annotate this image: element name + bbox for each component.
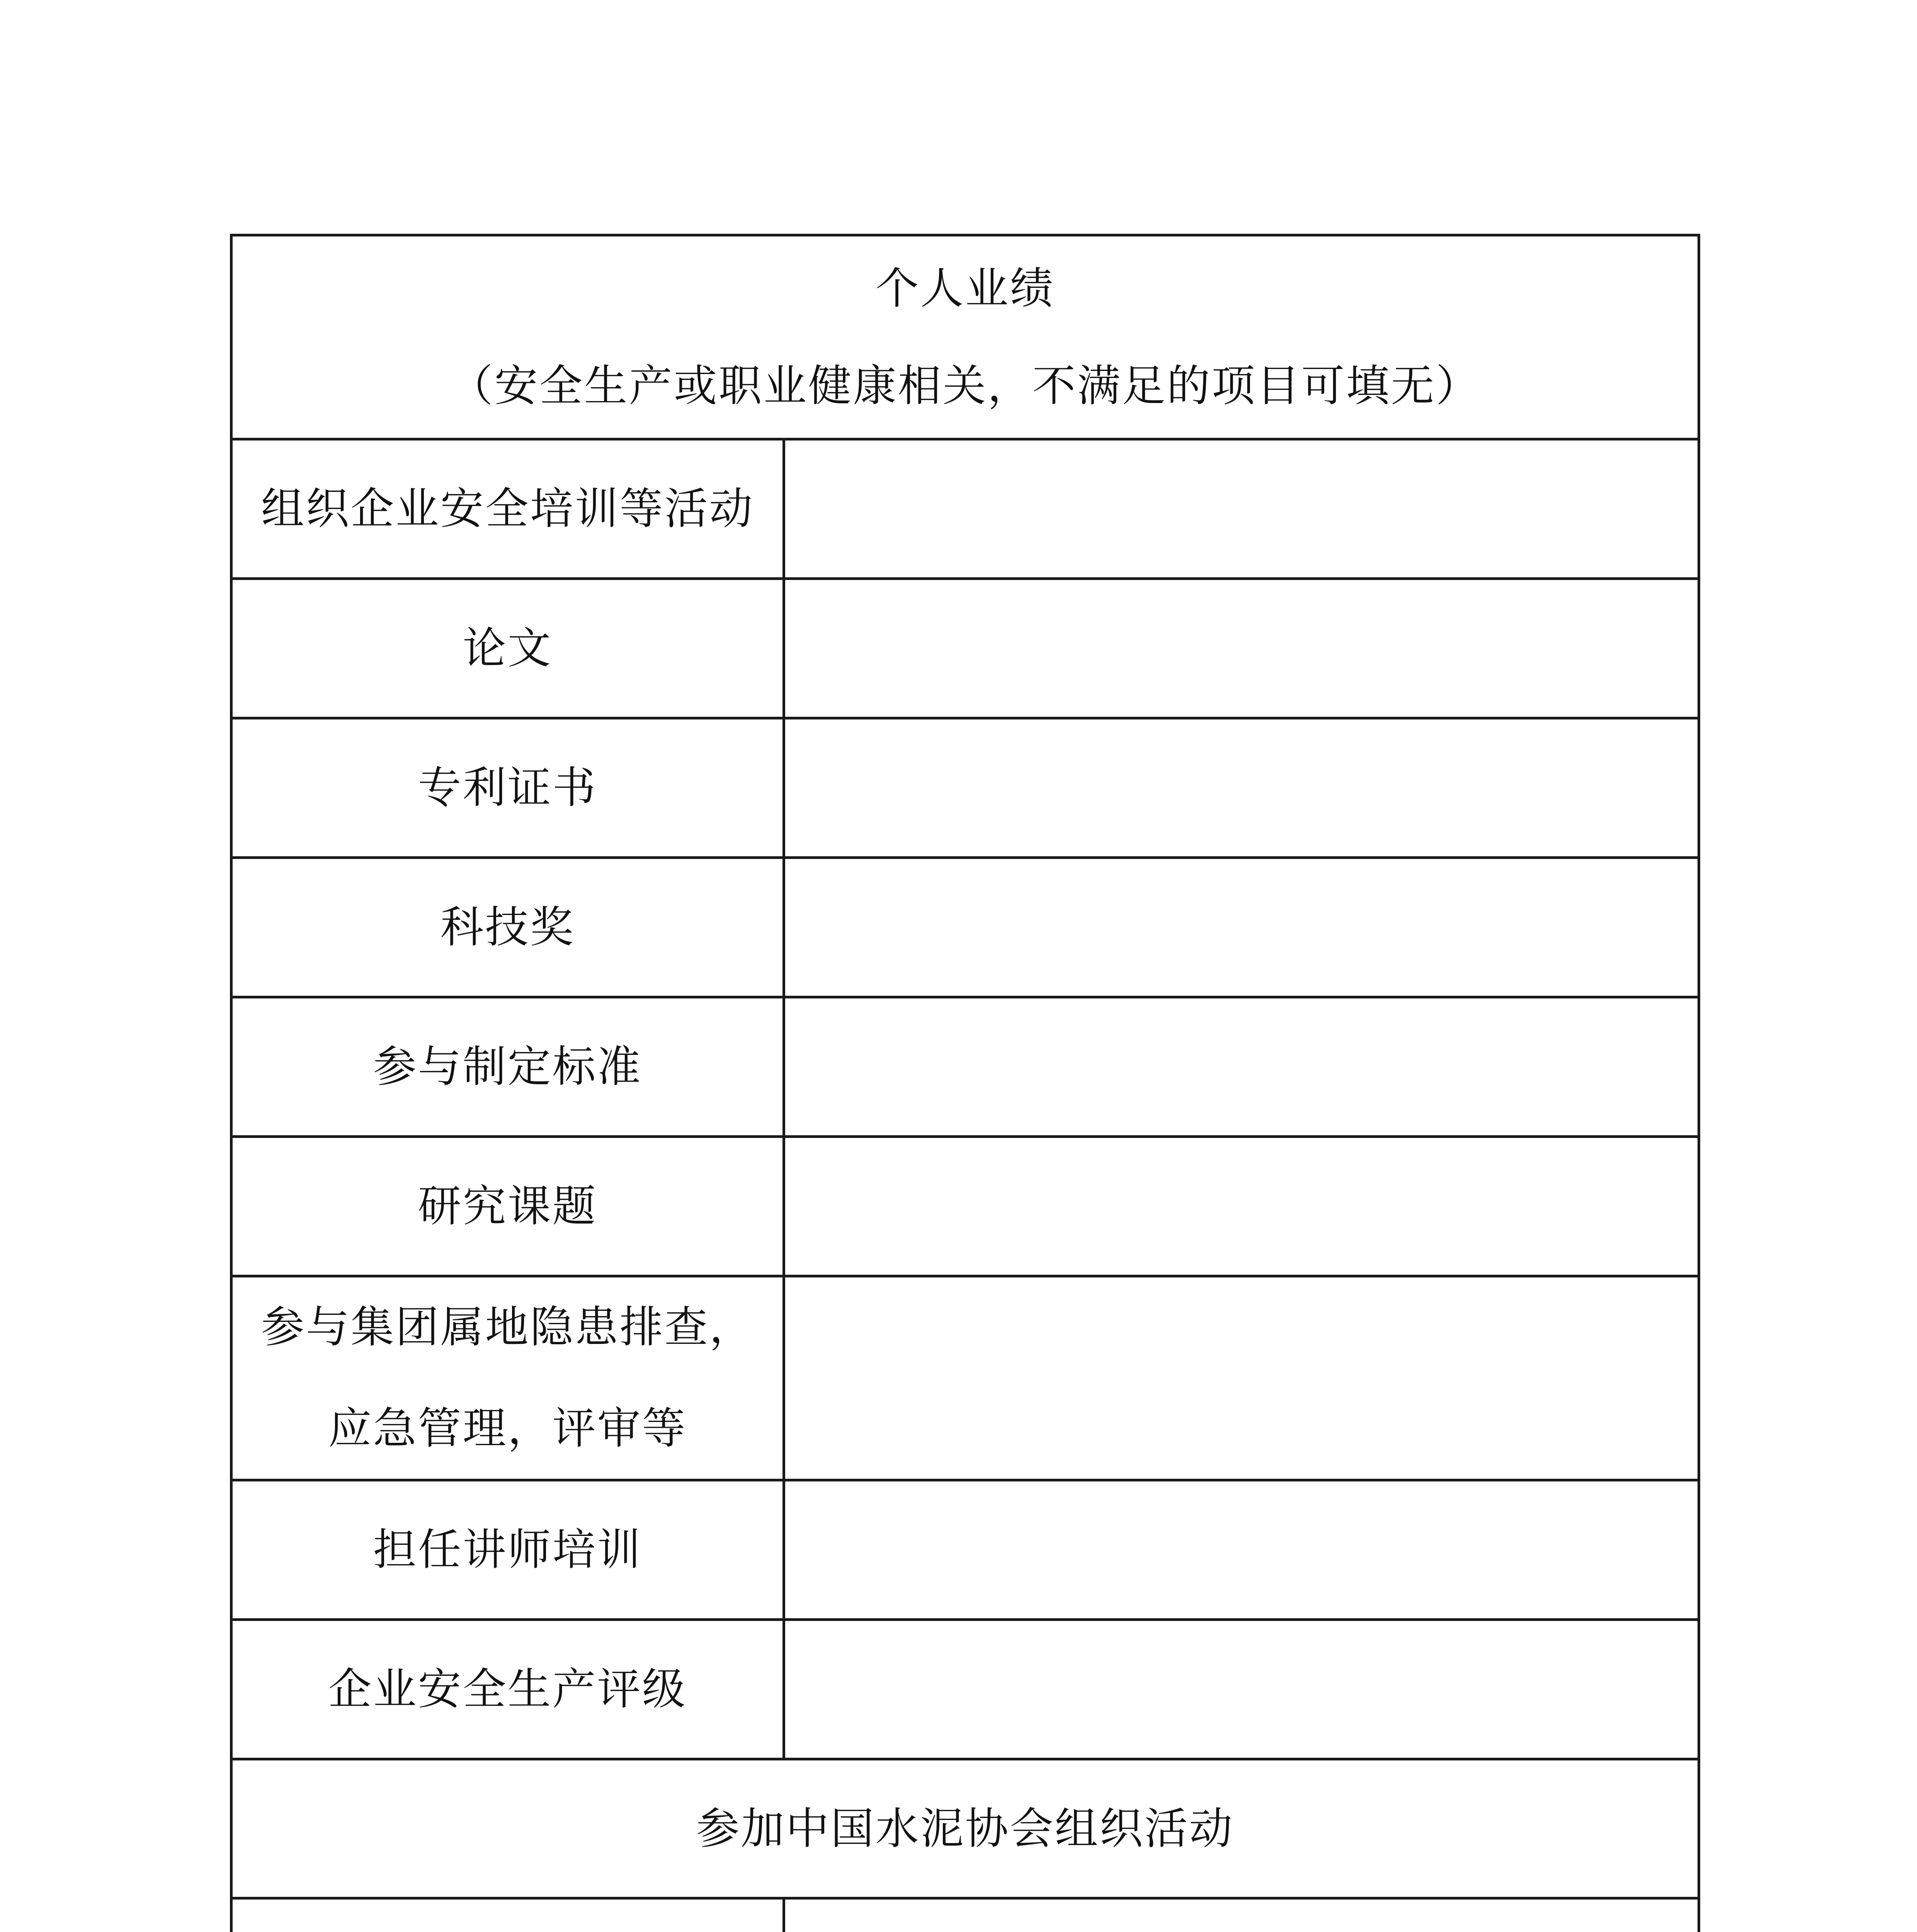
row-value-field[interactable] [784, 1480, 1699, 1619]
row-label: 研究课题 [231, 1136, 784, 1276]
table-row [231, 1480, 1699, 1619]
table-row [231, 718, 1699, 858]
row-value-field[interactable] [784, 718, 1699, 858]
row-label [231, 1276, 784, 1480]
row-label: 组织企业安全培训等活动 [231, 439, 784, 579]
section-header-cell [231, 235, 1699, 439]
row-value-field[interactable] [784, 997, 1699, 1136]
activities-title-row [231, 1759, 1699, 1898]
column-header-time [231, 1898, 784, 1932]
achievement-form-table [230, 234, 1700, 1932]
row-label: 科技奖 [231, 857, 784, 997]
table-row [231, 1619, 1699, 1759]
row-label: 专利证书 [231, 718, 784, 858]
table-row [231, 857, 1699, 997]
row-value-field[interactable] [784, 439, 1699, 579]
row-value-field[interactable] [784, 579, 1699, 718]
section-subtitle: （安全生产或职业健康相关，不满足的项目可填无） [449, 361, 1481, 411]
row-label-line2: 应急管理，评审等 [328, 1403, 687, 1454]
table-row [231, 1276, 1699, 1480]
row-label: 企业安全生产评级 [231, 1619, 784, 1759]
row-value-field[interactable] [784, 1136, 1699, 1276]
row-label: 担任讲师培训 [231, 1480, 784, 1619]
table-row [231, 997, 1699, 1136]
row-label: 参与制定标准 [231, 997, 784, 1136]
row-value-field[interactable] [784, 857, 1699, 997]
table-row [231, 579, 1699, 718]
row-value-field[interactable] [784, 1276, 1699, 1480]
table-row [231, 439, 1699, 579]
section-header-row [231, 235, 1699, 439]
activities-section-title: 参加中国水泥协会组织活动 [231, 1759, 1699, 1898]
section-title: 个人业绩 [875, 263, 1055, 314]
table-row [231, 1136, 1699, 1276]
row-label: 论文 [231, 579, 784, 718]
activities-header-row [231, 1898, 1699, 1932]
row-label-line1: 参与集团属地隐患排查， [261, 1302, 754, 1353]
column-header-name [784, 1898, 1699, 1932]
row-value-field[interactable] [784, 1619, 1699, 1759]
